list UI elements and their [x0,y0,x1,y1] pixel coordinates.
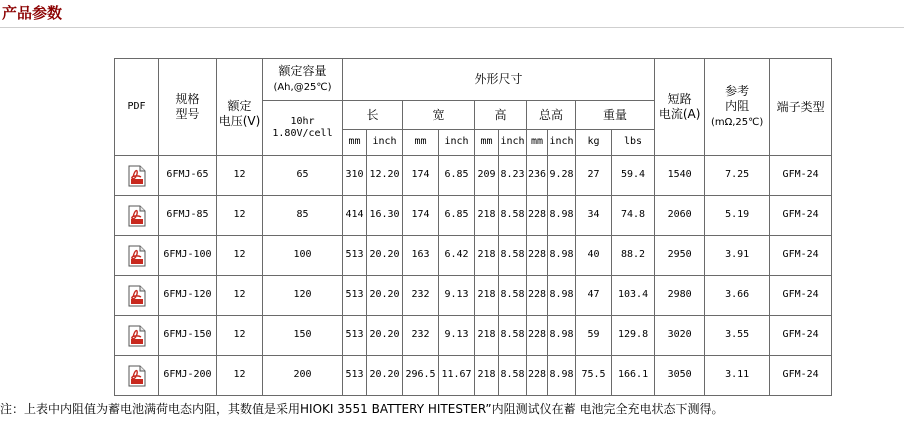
weight-lbs-cell: 166.1 [612,356,655,396]
width-mm-cell: 163 [403,236,439,276]
height-inch-cell: 8.58 [499,276,527,316]
total-height-inch-cell: 8.98 [548,356,576,396]
capacity-cell: 100 [263,236,343,276]
width-inch-cell: 9.13 [439,276,475,316]
short-circuit-cell: 2980 [655,276,705,316]
terminal-cell: GFM-24 [770,196,832,236]
height-inch-cell: 8.23 [499,156,527,196]
short-circuit-cell: 2950 [655,236,705,276]
weight-lbs-cell: 59.4 [612,156,655,196]
header-resistance-line3: (mΩ,25℃) [710,117,764,129]
unit-width-mm: mm [403,130,439,156]
width-mm-cell: 296.5 [403,356,439,396]
voltage-cell: 12 [217,276,263,316]
pdf-cell [115,196,159,236]
model-cell: 6FMJ-200 [159,356,217,396]
unit-length-mm: mm [343,130,367,156]
length-mm-cell: 414 [343,196,367,236]
table-body [115,156,832,396]
width-inch-cell: 6.42 [439,236,475,276]
total-height-inch-cell: 8.98 [548,316,576,356]
header-pdf: PDF [115,59,159,156]
length-inch-cell: 16.30 [367,196,403,236]
weight-lbs-cell: 129.8 [612,316,655,356]
pdf-cell [115,316,159,356]
header-height: 高 [475,101,527,130]
capacity-cell: 85 [263,196,343,236]
terminal-cell: GFM-24 [770,156,832,196]
pdf-cell [115,276,159,316]
header-length: 长 [343,101,403,130]
height-mm-cell: 218 [475,276,499,316]
short-circuit-cell: 3020 [655,316,705,356]
header-capacity-line4: 1.80V/cell [272,128,333,139]
header-short-circuit [655,59,705,156]
height-inch-cell: 8.58 [499,316,527,356]
unit-weight-lbs: lbs [612,130,655,156]
total-height-mm-cell: 228 [527,356,548,396]
width-inch-cell: 11.67 [439,356,475,396]
width-mm-cell: 174 [403,156,439,196]
length-mm-cell: 310 [343,156,367,196]
width-mm-cell: 174 [403,196,439,236]
header-voltage-line2: 电压(V) [218,114,261,128]
length-inch-cell: 20.20 [367,276,403,316]
width-inch-cell: 6.85 [439,196,475,236]
short-circuit-cell: 3050 [655,356,705,396]
weight-lbs-cell: 88.2 [612,236,655,276]
header-width: 宽 [403,101,475,130]
unit-length-inch: inch [367,130,403,156]
table-row [115,356,832,396]
length-mm-cell: 513 [343,236,367,276]
total-height-inch-cell: 8.98 [548,196,576,236]
height-mm-cell: 209 [475,156,499,196]
model-cell: 6FMJ-150 [159,316,217,356]
length-inch-cell: 12.20 [367,156,403,196]
header-dimensions: 外形尺寸 [343,59,655,101]
pdf-cell [115,236,159,276]
pdf-document-icon[interactable] [127,325,147,347]
length-inch-cell: 20.20 [367,356,403,396]
header-model-line1: 规格 [175,92,200,106]
terminal-cell: GFM-24 [770,276,832,316]
total-height-mm-cell: 236 [527,156,548,196]
header-capacity-rate [263,101,343,156]
short-circuit-cell: 1540 [655,156,705,196]
width-mm-cell: 232 [403,276,439,316]
resistance-cell: 5.19 [705,196,770,236]
terminal-cell: GFM-24 [770,356,832,396]
total-height-mm-cell: 228 [527,316,548,356]
table-row [115,276,832,316]
resistance-cell: 3.91 [705,236,770,276]
total-height-inch-cell: 8.98 [548,276,576,316]
resistance-cell: 3.55 [705,316,770,356]
header-model [159,59,217,156]
title-divider [0,27,904,28]
header-resistance-line2: 内阻 [725,99,750,114]
capacity-cell: 120 [263,276,343,316]
product-spec-table [114,58,832,396]
width-inch-cell: 6.85 [439,156,475,196]
section-title: 产品参数 [2,4,63,22]
pdf-document-icon[interactable] [127,165,147,187]
height-inch-cell: 8.58 [499,236,527,276]
header-short-circuit-line1: 短路 [667,92,692,106]
height-inch-cell: 8.58 [499,196,527,236]
resistance-cell: 3.11 [705,356,770,396]
footnote: 注：上表中内阻值为蓄电池满荷电态内阻，其数值是采用HIOKI 3551 BATTERY HITESTER”内阻测试仪在蓄 电池完全充电状态下测得。 [0,402,724,416]
height-mm-cell: 218 [475,196,499,236]
model-cell: 6FMJ-65 [159,156,217,196]
header-capacity [263,59,343,101]
unit-total-height-mm: mm [527,130,548,156]
length-mm-cell: 513 [343,276,367,316]
unit-total-height-inch: inch [548,130,576,156]
width-mm-cell: 232 [403,316,439,356]
voltage-cell: 12 [217,356,263,396]
model-cell: 6FMJ-120 [159,276,217,316]
voltage-cell: 12 [217,236,263,276]
terminal-cell: GFM-24 [770,316,832,356]
table-row [115,236,832,276]
weight-kg-cell: 75.5 [576,356,612,396]
capacity-cell: 200 [263,356,343,396]
pdf-cell [115,156,159,196]
total-height-mm-cell: 228 [527,236,548,276]
voltage-cell: 12 [217,316,263,356]
weight-kg-cell: 27 [576,156,612,196]
model-cell: 6FMJ-100 [159,236,217,276]
unit-weight-kg: kg [576,130,612,156]
pdf-document-icon[interactable] [127,205,147,227]
header-short-circuit-line2: 电流(A) [658,107,701,121]
unit-height-mm: mm [475,130,499,156]
unit-height-inch: inch [499,130,527,156]
unit-width-inch: inch [439,130,475,156]
header-voltage-line1: 额定 [227,99,252,113]
table-row [115,316,832,356]
capacity-cell: 150 [263,316,343,356]
length-inch-cell: 20.20 [367,316,403,356]
header-terminal: 端子类型 [770,59,832,156]
length-mm-cell: 513 [343,356,367,396]
model-cell: 6FMJ-85 [159,196,217,236]
total-height-mm-cell: 228 [527,196,548,236]
header-resistance [705,59,770,156]
height-mm-cell: 218 [475,356,499,396]
width-inch-cell: 9.13 [439,316,475,356]
header-capacity-line3: 10hr [290,115,315,127]
pdf-document-icon[interactable] [127,245,147,267]
header-model-line2: 型号 [175,107,200,121]
weight-lbs-cell: 74.8 [612,196,655,236]
height-mm-cell: 218 [475,316,499,356]
weight-kg-cell: 47 [576,276,612,316]
pdf-document-icon[interactable] [127,365,147,387]
total-height-inch-cell: 9.28 [548,156,576,196]
resistance-cell: 3.66 [705,276,770,316]
header-resistance-line1: 参考 [725,84,750,99]
weight-kg-cell: 40 [576,236,612,276]
short-circuit-cell: 2060 [655,196,705,236]
height-inch-cell: 8.58 [499,356,527,396]
terminal-cell: GFM-24 [770,236,832,276]
weight-kg-cell: 34 [576,196,612,236]
voltage-cell: 12 [217,196,263,236]
length-mm-cell: 513 [343,316,367,356]
length-inch-cell: 20.20 [367,236,403,276]
header-capacity-line2: (Ah,@25℃) [273,82,332,94]
weight-kg-cell: 59 [576,316,612,356]
header-capacity-line1: 额定容量 [278,64,327,79]
table-header [115,59,832,156]
total-height-inch-cell: 8.98 [548,236,576,276]
header-weight: 重量 [576,101,655,130]
header-total-height: 总高 [527,101,576,130]
total-height-mm-cell: 228 [527,276,548,316]
resistance-cell: 7.25 [705,156,770,196]
capacity-cell: 65 [263,156,343,196]
height-mm-cell: 218 [475,236,499,276]
header-voltage [217,59,263,156]
pdf-cell [115,356,159,396]
table-row [115,196,832,236]
pdf-document-icon[interactable] [127,285,147,307]
table-row [115,156,832,196]
voltage-cell: 12 [217,156,263,196]
weight-lbs-cell: 103.4 [612,276,655,316]
